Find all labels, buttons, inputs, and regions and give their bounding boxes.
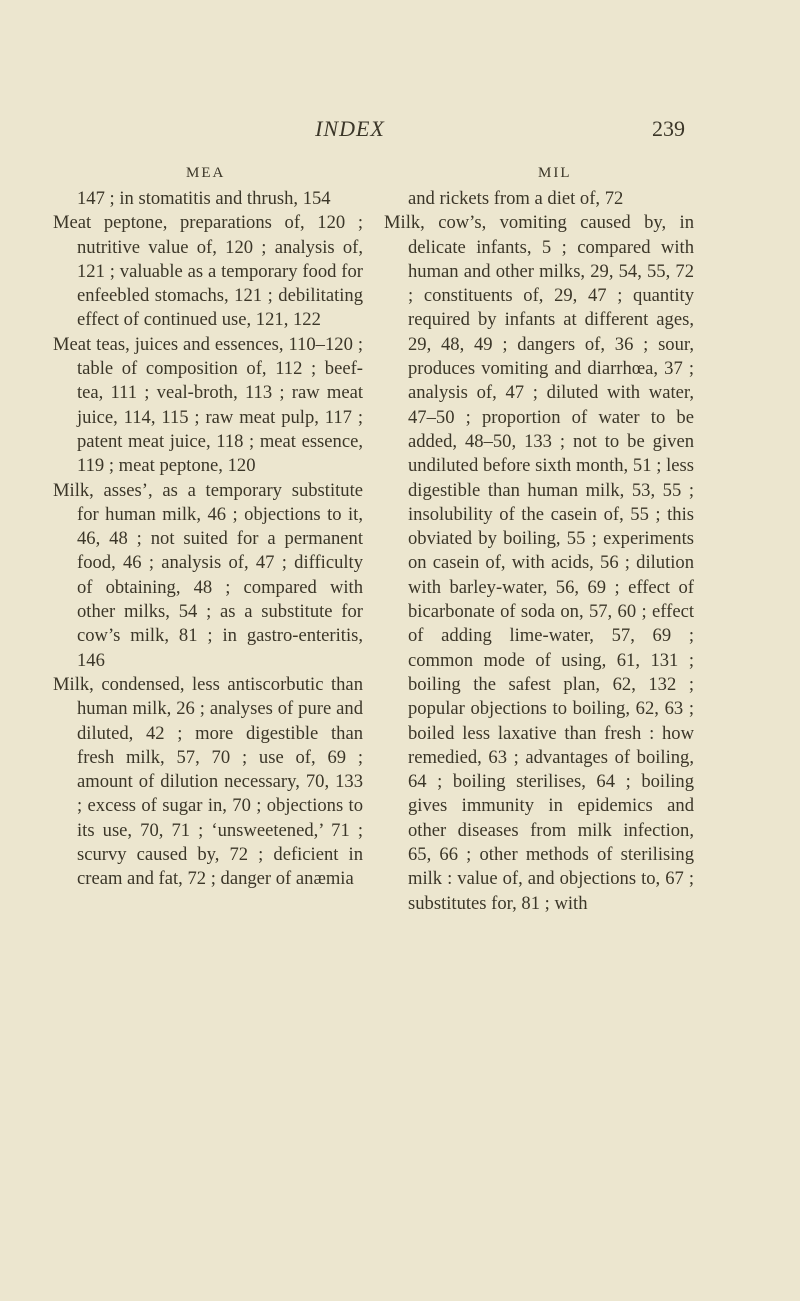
left-index-column xyxy=(53,187,363,892)
left-column-heading: MEA xyxy=(186,165,226,181)
right-column-heading: MIL xyxy=(538,165,572,181)
index-entry: Milk, cow’s, vomiting caused by, in delicate infants, 5 ; compared with human and other milks, 29, 54, 55, 72 ; constituents of, 29, 47 ; quantity required by infants at different ages, 29, 48, 49 ; dangers of, 36 ; sour, produces vomiting and diarrhœa, 37 ; analysis of, 47 ; diluted with water, 47–50 ; proportion of water to be added, 48–50, 133 ; not to be given undiluted before sixth month, 51 ; less digestible than human milk, 53, 55 ; insolubility of the casein of, 55 ; this obviated by boiling, 55 ; experiments on casein of, with acids, 56 ; dilution with barley-water, 56, 69 ; effect of bicarbonate of soda on, 57, 60 ; effect of adding lime-water, 57, 69 ; common mode of using, 61, 131 ; boiling the safest plan, 62, 132 ; popular objections to boiling, 62, 63 ; boiled less laxative than fresh : how remedied, 63 ; advantages of boiling, 64 ; boiling sterilises, 64 ; boiling gives immunity in epidemics and other diseases from milk infection, 65, 66 ; other methods of sterilising milk : value of, and objections to, 67 ; substitutes for, 81 ; with xyxy=(384,212,694,914)
index-entry: 147 ; in stomatitis and thrush, 154 xyxy=(77,188,331,209)
index-entry: and rickets from a diet of, 72 xyxy=(408,188,624,209)
index-entry: Meat teas, juices and essences, 110–120 ; table of composition of, 112 ; beef-tea, 111 ; veal-broth, 113 ; raw meat juice, 114, 115 ; raw meat pulp, 117 ; patent meat juice, 118 ; meat essence, 119 ; meat peptone, 120 xyxy=(53,333,363,477)
index-entry: Milk, condensed, less antiscorbutic than human milk, 26 ; analyses of pure and diluted, 42 ; more digestible than fresh milk, 57, 70 ; use of, 69 ; amount of dilution necessary, 70, 133 ; excess of sugar in, 70 ; objections to its use, 70, 71 ; ‘unsweetened,’ 71 ; scurvy caused by, 72 ; deficient in cream and fat, 72 ; danger of anæmia xyxy=(53,673,363,890)
running-title: INDEX xyxy=(315,116,385,141)
right-index-column xyxy=(384,187,694,916)
page-number: 239 xyxy=(652,116,685,141)
index-entry: Milk, asses’, as a temporary substitute for human milk, 46 ; objections to it, 46, 48 ; not suited for a permanent food, 46 ; analysis of, 47 ; difficulty of obtaining, 48 ; compared with other milks, 54 ; as a substitute for cow’s milk, 81 ; in gastro-enteritis, 146 xyxy=(53,479,363,671)
index-entry: Meat peptone, preparations of, 120 ; nutritive value of, 120 ; analysis of, 121 ; valuable as a temporary food for enfeebled stomachs, 121 ; debilitating effect of continued use, 121, 122 xyxy=(53,212,363,331)
